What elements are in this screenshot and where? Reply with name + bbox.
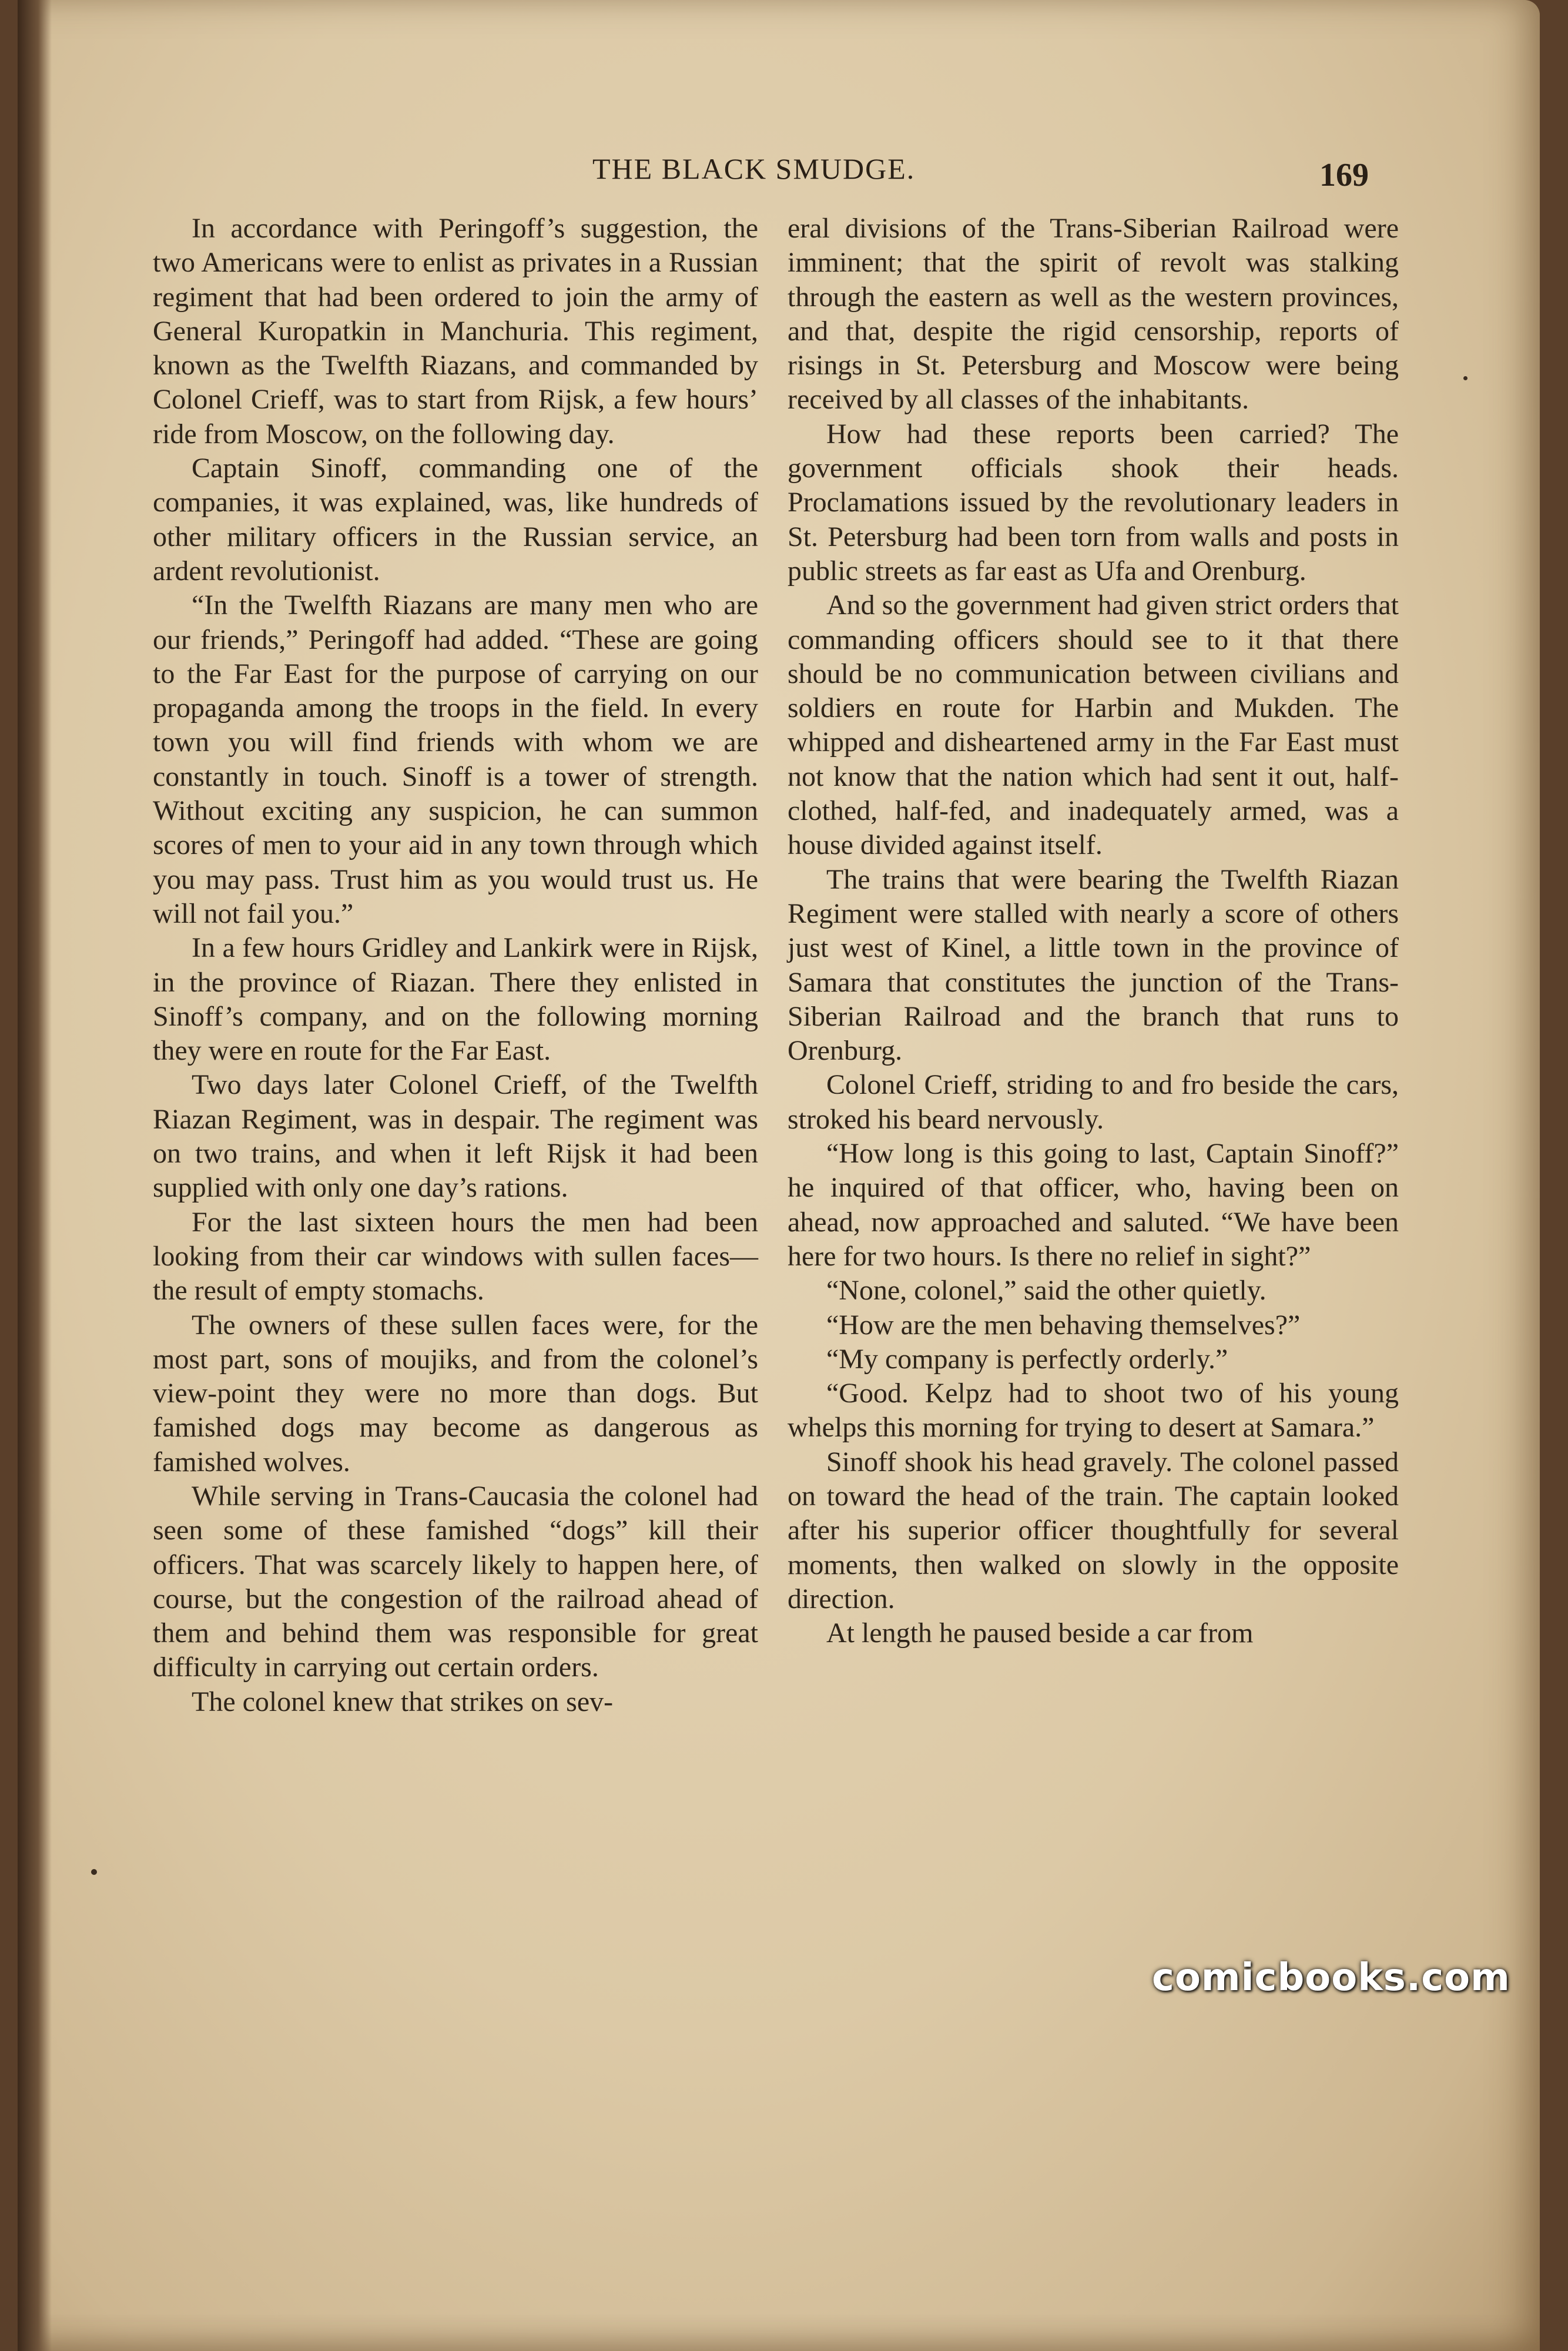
paragraph: “Good. Kelpz had to shoot two of his young whelps this morning for trying to desert at Samara.” xyxy=(788,1378,1399,1444)
paragraph: Captain Sinoff, commanding one of the companies, it was explained, was, like hundreds of other military officers in the Russian service, an ardent revolutionist. xyxy=(153,453,758,587)
right-column xyxy=(788,212,1399,1650)
paragraph: “None, colonel,” said the other quietly. xyxy=(826,1275,1267,1307)
running-head: THE BLACK SMUDGE. xyxy=(592,152,916,185)
paper-speck xyxy=(1463,376,1468,380)
paragraph: Colonel Crieff, striding to and fro beside the cars, stroked his beard nervously. xyxy=(788,1069,1399,1135)
paragraph: While serving in Trans-Caucasia the colonel had seen some of these famished “dogs” kill their officers. That was scarcely likely to happen here, of course, but the congestion of the railroad ahead of them and behind them was responsible for great difficulty in carrying out certain orders. xyxy=(153,1480,758,1683)
paragraph: “How long is this going to last, Captain Sinoff?” he inquired of that officer, who, having been on ahead, now approached and saluted. “We have been here for two hours. Is there no relief in sight?” xyxy=(788,1138,1399,1272)
paragraph: Two days later Colonel Crieff, of the Twelfth Riazan Regiment, was in despair. The regiment was on two trains, and when it left Rijsk it had been supplied with only one day’s rations. xyxy=(153,1069,758,1204)
paragraph: The trains that were bearing the Twelfth Riazan Regiment were stalled with nearly a score of others just west of Kinel, a little town in the province of Samara that constitutes the junction of the Trans-Siberian Railroad and the branch that runs to Orenburg. xyxy=(788,863,1399,1067)
paragraph: eral divisions of the Trans-Siberian Railroad were imminent; that the spirit of revolt was stalking through the eastern as well as the western provinces, and that, despite the rigid censorship, reports of risings in St. Petersburg and Moscow were being received by all classes of the inhabitants. xyxy=(788,213,1399,416)
paragraph: And so the government had given strict orders that commanding officers should see to it that there should be no communication between civilians and soldiers en route for Harbin and Mukden. The whipped and disheartened army in the Far East must not know that the nation which had sent it out, half-clothed, half-fed, and inadequately armed, was a house divided against itself. xyxy=(788,590,1399,861)
paragraph: The owners of these sullen faces were, for the most part, sons of moujiks, and from the colonel’s view-point they were no more than dogs. But famished dogs may become as dangerous as famished wolves. xyxy=(153,1309,758,1478)
paragraph: “My company is perfectly orderly.” xyxy=(826,1343,1228,1375)
page-number: 169 xyxy=(1319,157,1369,193)
watermark: comicbooks.com xyxy=(1152,1956,1510,2000)
paragraph: “How are the men behaving themselves?” xyxy=(826,1309,1301,1341)
paragraph: The colonel knew that strikes on sev- xyxy=(192,1686,614,1717)
page-header xyxy=(18,148,1540,195)
paragraph: “In the Twelfth Riazans are many men who are our friends,” Peringoff had added. “These are going to the Far East for the purpose of carrying on our propaganda among the troops in the field. In every town you will find friends with whom we are constantly in touch. Sinoff is a tower of strength. Without exciting any suspicion, he can summon scores of men to your aid in any town through which you may pass. Trust him as you would trust us. He will not fail you.” xyxy=(153,590,758,929)
paragraph: How had these reports been carried? The government officials shook their heads. Proclamations issued by the revolutionary leaders in St. Petersburg had been torn from walls and posts in public streets as far east as Ufa and Orenburg. xyxy=(788,418,1399,587)
paragraph: Sinoff shook his head gravely. The colonel passed on toward the head of the train. The captain looked after his superior officer thoughtfully for several moments, then walked on slowly in the opposite direction. xyxy=(788,1446,1399,1615)
paragraph: At length he paused beside a car from xyxy=(826,1617,1254,1649)
book-spine xyxy=(18,0,52,2351)
paragraph: For the last sixteen hours the men had been looking from their car windows with sullen faces—the result of empty stomachs. xyxy=(153,1206,758,1307)
left-column xyxy=(153,212,758,1719)
paragraph: In a few hours Gridley and Lankirk were in Rijsk, in the province of Riazan. There they enlisted in Sinoff’s company, and on the following morning they were en route for the Far East. xyxy=(153,932,758,1067)
paper-speck xyxy=(91,1869,97,1875)
paragraph: In accordance with Peringoff’s suggestion, the two Americans were to enlist as privates in a Russian regiment that had been ordered to join the army of General Kuropatkin in Manchuria. This regiment, known as the Twelfth Riazans, and commanded by Colonel Crieff, was to start from Rijsk, a few hours’ ride from Moscow, on the following day. xyxy=(153,213,758,450)
